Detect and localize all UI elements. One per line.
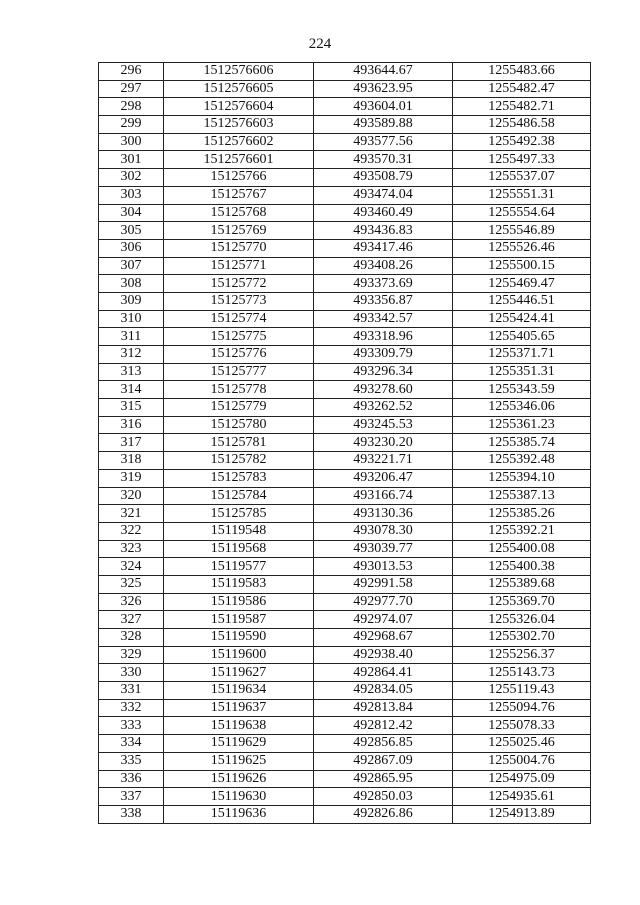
x-coordinate-cell: 493278.60 [314,381,453,399]
page-number: 224 [308,36,332,52]
x-coordinate-cell: 492812.42 [314,717,453,735]
y-coordinate-cell: 1255389.68 [453,575,591,593]
y-coordinate-cell: 1255486.58 [453,116,591,134]
point-number-cell: 296 [99,63,164,81]
point-number-cell: 314 [99,381,164,399]
table-row [99,452,591,470]
point-number-cell: 320 [99,487,164,505]
y-coordinate-cell: 1255346.06 [453,399,591,417]
table-row [99,80,591,98]
table-row [99,381,591,399]
table-row [99,328,591,346]
y-coordinate-cell: 1255497.33 [453,151,591,169]
point-id-cell: 15125773 [164,292,314,310]
y-coordinate-cell: 1254913.89 [453,805,591,823]
x-coordinate-cell: 493436.83 [314,222,453,240]
coordinates-table [98,62,591,824]
table-row [99,116,591,134]
point-id-cell: 15119590 [164,629,314,647]
point-id-cell: 15125783 [164,469,314,487]
x-coordinate-cell: 493623.95 [314,80,453,98]
table-row [99,593,591,611]
table-row [99,699,591,717]
point-number-cell: 322 [99,522,164,540]
point-number-cell: 305 [99,222,164,240]
x-coordinate-cell: 493221.71 [314,452,453,470]
table-row [99,575,591,593]
y-coordinate-cell: 1255537.07 [453,169,591,187]
y-coordinate-cell: 1255483.66 [453,63,591,81]
point-id-cell: 15125774 [164,310,314,328]
table-row [99,346,591,364]
x-coordinate-cell: 492834.05 [314,682,453,700]
point-id-cell: 15119638 [164,717,314,735]
point-number-cell: 301 [99,151,164,169]
table-row [99,752,591,770]
table-row [99,133,591,151]
x-coordinate-cell: 492865.95 [314,770,453,788]
y-coordinate-cell: 1255500.15 [453,257,591,275]
x-coordinate-cell: 493644.67 [314,63,453,81]
table-row [99,275,591,293]
point-number-cell: 331 [99,682,164,700]
x-coordinate-cell: 493604.01 [314,98,453,116]
y-coordinate-cell: 1255392.48 [453,452,591,470]
x-coordinate-cell: 493206.47 [314,469,453,487]
point-id-cell: 15125779 [164,399,314,417]
point-number-cell: 306 [99,239,164,257]
x-coordinate-cell: 492867.09 [314,752,453,770]
point-id-cell: 15119586 [164,593,314,611]
x-coordinate-cell: 493318.96 [314,328,453,346]
point-id-cell: 1512576603 [164,116,314,134]
y-coordinate-cell: 1255025.46 [453,735,591,753]
point-number-cell: 330 [99,664,164,682]
point-id-cell: 15119634 [164,682,314,700]
table-row [99,629,591,647]
point-number-cell: 334 [99,735,164,753]
table-row [99,204,591,222]
table-row [99,310,591,328]
table-row [99,611,591,629]
point-id-cell: 1512576601 [164,151,314,169]
point-number-cell: 327 [99,611,164,629]
point-number-cell: 307 [99,257,164,275]
y-coordinate-cell: 1254975.09 [453,770,591,788]
point-id-cell: 15125780 [164,416,314,434]
point-id-cell: 15119637 [164,699,314,717]
point-number-cell: 323 [99,540,164,558]
point-id-cell: 15119627 [164,664,314,682]
y-coordinate-cell: 1255371.71 [453,346,591,364]
point-number-cell: 318 [99,452,164,470]
x-coordinate-cell: 493373.69 [314,275,453,293]
y-coordinate-cell: 1255385.74 [453,434,591,452]
point-number-cell: 316 [99,416,164,434]
point-number-cell: 335 [99,752,164,770]
table-row [99,646,591,664]
y-coordinate-cell: 1255302.70 [453,629,591,647]
x-coordinate-cell: 493417.46 [314,239,453,257]
table-row [99,399,591,417]
point-id-cell: 15119583 [164,575,314,593]
y-coordinate-cell: 1254935.61 [453,788,591,806]
table-row [99,239,591,257]
x-coordinate-cell: 493039.77 [314,540,453,558]
point-number-cell: 297 [99,80,164,98]
y-coordinate-cell: 1255351.31 [453,363,591,381]
point-number-cell: 329 [99,646,164,664]
point-id-cell: 15119626 [164,770,314,788]
y-coordinate-cell: 1255004.76 [453,752,591,770]
point-id-cell: 15125771 [164,257,314,275]
point-id-cell: 15125766 [164,169,314,187]
x-coordinate-cell: 492938.40 [314,646,453,664]
x-coordinate-cell: 493013.53 [314,558,453,576]
table-row [99,717,591,735]
table-row [99,664,591,682]
table-row [99,222,591,240]
point-id-cell: 15119577 [164,558,314,576]
point-id-cell: 15125770 [164,239,314,257]
point-number-cell: 298 [99,98,164,116]
y-coordinate-cell: 1255551.31 [453,186,591,204]
point-id-cell: 15125778 [164,381,314,399]
y-coordinate-cell: 1255119.43 [453,682,591,700]
point-id-cell: 15119568 [164,540,314,558]
x-coordinate-cell: 493570.31 [314,151,453,169]
point-id-cell: 15119600 [164,646,314,664]
y-coordinate-cell: 1255405.65 [453,328,591,346]
point-number-cell: 299 [99,116,164,134]
x-coordinate-cell: 493078.30 [314,522,453,540]
point-number-cell: 324 [99,558,164,576]
point-id-cell: 15125784 [164,487,314,505]
point-number-cell: 321 [99,505,164,523]
y-coordinate-cell: 1255392.21 [453,522,591,540]
table-row [99,292,591,310]
point-number-cell: 333 [99,717,164,735]
point-number-cell: 310 [99,310,164,328]
point-number-cell: 325 [99,575,164,593]
point-number-cell: 309 [99,292,164,310]
x-coordinate-cell: 493245.53 [314,416,453,434]
x-coordinate-cell: 492968.67 [314,629,453,647]
y-coordinate-cell: 1255143.73 [453,664,591,682]
point-number-cell: 311 [99,328,164,346]
y-coordinate-cell: 1255526.46 [453,239,591,257]
x-coordinate-cell: 492813.84 [314,699,453,717]
table-row [99,770,591,788]
point-id-cell: 15119630 [164,788,314,806]
table-row [99,558,591,576]
x-coordinate-cell: 493577.56 [314,133,453,151]
table-row [99,735,591,753]
table-row [99,522,591,540]
x-coordinate-cell: 492850.03 [314,788,453,806]
x-coordinate-cell: 493342.57 [314,310,453,328]
point-number-cell: 332 [99,699,164,717]
table-row [99,416,591,434]
point-id-cell: 1512576602 [164,133,314,151]
point-id-cell: 15125768 [164,204,314,222]
point-id-cell: 15119636 [164,805,314,823]
x-coordinate-cell: 493309.79 [314,346,453,364]
y-coordinate-cell: 1255492.38 [453,133,591,151]
x-coordinate-cell: 492977.70 [314,593,453,611]
x-coordinate-cell: 493356.87 [314,292,453,310]
y-coordinate-cell: 1255385.26 [453,505,591,523]
y-coordinate-cell: 1255554.64 [453,204,591,222]
point-id-cell: 15125775 [164,328,314,346]
y-coordinate-cell: 1255394.10 [453,469,591,487]
point-number-cell: 317 [99,434,164,452]
point-number-cell: 319 [99,469,164,487]
point-number-cell: 328 [99,629,164,647]
y-coordinate-cell: 1255256.37 [453,646,591,664]
point-number-cell: 312 [99,346,164,364]
table-row [99,469,591,487]
point-id-cell: 1512576605 [164,80,314,98]
x-coordinate-cell: 493460.49 [314,204,453,222]
point-id-cell: 1512576604 [164,98,314,116]
point-number-cell: 313 [99,363,164,381]
x-coordinate-cell: 493262.52 [314,399,453,417]
y-coordinate-cell: 1255361.23 [453,416,591,434]
y-coordinate-cell: 1255424.41 [453,310,591,328]
y-coordinate-cell: 1255546.89 [453,222,591,240]
y-coordinate-cell: 1255446.51 [453,292,591,310]
table-row [99,540,591,558]
point-number-cell: 315 [99,399,164,417]
point-id-cell: 15125781 [164,434,314,452]
y-coordinate-cell: 1255482.71 [453,98,591,116]
table-row [99,434,591,452]
point-id-cell: 15119587 [164,611,314,629]
table-row [99,169,591,187]
point-id-cell: 15125769 [164,222,314,240]
table-row [99,98,591,116]
x-coordinate-cell: 493508.79 [314,169,453,187]
x-coordinate-cell: 492974.07 [314,611,453,629]
table-row [99,257,591,275]
y-coordinate-cell: 1255094.76 [453,699,591,717]
coordinates-table-body [99,63,591,824]
point-number-cell: 326 [99,593,164,611]
point-number-cell: 304 [99,204,164,222]
table-row [99,487,591,505]
point-id-cell: 15125777 [164,363,314,381]
point-number-cell: 303 [99,186,164,204]
y-coordinate-cell: 1255369.70 [453,593,591,611]
point-number-cell: 337 [99,788,164,806]
x-coordinate-cell: 492856.85 [314,735,453,753]
table-row [99,151,591,169]
table-row [99,186,591,204]
point-number-cell: 338 [99,805,164,823]
x-coordinate-cell: 493589.88 [314,116,453,134]
y-coordinate-cell: 1255400.08 [453,540,591,558]
x-coordinate-cell: 493166.74 [314,487,453,505]
point-id-cell: 15125782 [164,452,314,470]
x-coordinate-cell: 492991.58 [314,575,453,593]
point-id-cell: 15119625 [164,752,314,770]
table-row [99,682,591,700]
y-coordinate-cell: 1255343.59 [453,381,591,399]
point-id-cell: 15125772 [164,275,314,293]
point-id-cell: 15125785 [164,505,314,523]
point-id-cell: 15125767 [164,186,314,204]
table-row [99,805,591,823]
table-row [99,505,591,523]
point-number-cell: 302 [99,169,164,187]
x-coordinate-cell: 493408.26 [314,257,453,275]
x-coordinate-cell: 493130.36 [314,505,453,523]
y-coordinate-cell: 1255326.04 [453,611,591,629]
point-number-cell: 300 [99,133,164,151]
y-coordinate-cell: 1255400.38 [453,558,591,576]
y-coordinate-cell: 1255387.13 [453,487,591,505]
point-id-cell: 15119629 [164,735,314,753]
x-coordinate-cell: 493296.34 [314,363,453,381]
table-row [99,363,591,381]
point-id-cell: 15119548 [164,522,314,540]
table-row [99,63,591,81]
point-id-cell: 1512576606 [164,63,314,81]
y-coordinate-cell: 1255078.33 [453,717,591,735]
x-coordinate-cell: 493474.04 [314,186,453,204]
point-number-cell: 308 [99,275,164,293]
point-id-cell: 15125776 [164,346,314,364]
y-coordinate-cell: 1255469.47 [453,275,591,293]
x-coordinate-cell: 492826.86 [314,805,453,823]
x-coordinate-cell: 493230.20 [314,434,453,452]
table-row [99,788,591,806]
point-number-cell: 336 [99,770,164,788]
x-coordinate-cell: 492864.41 [314,664,453,682]
y-coordinate-cell: 1255482.47 [453,80,591,98]
